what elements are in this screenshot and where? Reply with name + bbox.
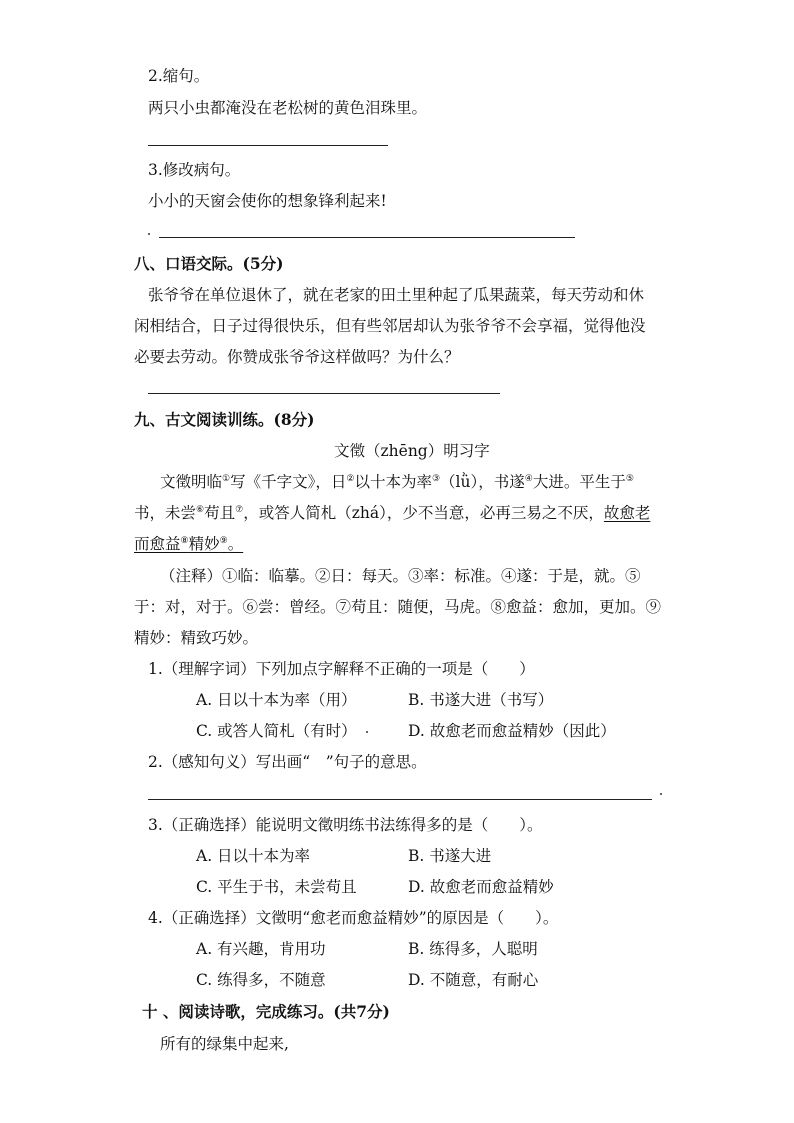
section9-heading: 九、古文阅读训练。(8分)	[134, 410, 315, 429]
sec9-q4-option-b[interactable]: B. 练得多，人聪明	[408, 940, 538, 958]
stray-dot	[366, 731, 368, 733]
section8-para-line2: 闲相结合，日子过得很快乐，但有些邻居却认为张爷爷不会享福，觉得他没	[134, 317, 646, 335]
answer-line-section8[interactable]	[148, 393, 500, 394]
passage-title: 文徵（zhēng）明习字	[334, 442, 490, 460]
stray-dot	[660, 793, 662, 795]
answer-line-q2[interactable]	[148, 145, 388, 146]
sec9-q4-option-a[interactable]: A. 有兴趣，肯用功	[196, 940, 326, 958]
sec9-q1: 1.（理解字词）下列加点字解释不正确的一项是（ ）	[148, 660, 535, 678]
section8-para-line3: 必要去劳动。你赞成张爷爷这样做吗？为什么？	[134, 348, 460, 366]
sec9-q3: 3.（正确选择）能说明文徵明练书法练得多的是（ ）。	[148, 816, 543, 834]
q3-title: 3.修改病句。	[148, 161, 241, 179]
sec9-q4-option-d[interactable]: D. 不随意，有耐心	[408, 971, 539, 989]
sec9-q1-option-c[interactable]: C. 或答人简札（有时）	[196, 722, 357, 740]
notes-line1: （注释）①临：临摹。②日：每天。③率：标准。④遂：于是，就。⑤	[160, 567, 641, 585]
passage-line1: 文徵明临①写《千字文》，日②以十本为率③（lǜ），书遂④大进。平生于⑤	[160, 473, 634, 491]
q2-title: 2.缩句。	[148, 67, 210, 85]
sec9-q4-option-c[interactable]: C. 练得多，不随意	[196, 971, 326, 989]
section10-heading: 十 、阅读诗歌，完成练习。(共7分)	[142, 1002, 390, 1021]
answer-line-q3[interactable]	[159, 237, 575, 238]
stray-dot	[148, 233, 150, 235]
passage-line2: 书，未尝⑥苟且⑦，或答人简札（zhá），少不当意，必再三易之不厌，故愈老	[134, 504, 651, 522]
sec9-q3-option-c[interactable]: C. 平生于书，未尝苟且	[196, 878, 357, 896]
answer-line-sec9-q2[interactable]	[148, 799, 652, 800]
underlined-sentence-start: 故愈老	[603, 504, 651, 522]
poem-line1: 所有的绿集中起来,	[160, 1035, 289, 1053]
sec9-q1-option-b[interactable]: B. 书遂大进（书写）	[408, 691, 554, 709]
sec9-q3-option-a[interactable]: A. 日以十本为率	[196, 847, 311, 865]
passage-line3	[134, 534, 243, 554]
notes-line3: 精妙：精致巧妙。	[134, 629, 259, 647]
section8-heading: 八、口语交际。(5分)	[134, 254, 284, 273]
underlined-sentence-end: 而愈益⑧精妙⑨。	[134, 535, 244, 553]
notes-line2: 于：对，对于。⑥尝：曾经。⑦苟且：随便，马虎。⑧愈益：愈加，更加。⑨	[134, 598, 662, 616]
sec9-q1-option-d[interactable]: D. 故愈老而愈益精妙（因此）	[408, 722, 616, 740]
sec9-q3-option-d[interactable]: D. 故愈老而愈益精妙	[408, 878, 554, 896]
sec9-q1-option-a[interactable]: A. 日以十本为率（用）	[196, 691, 357, 709]
sec9-q4: 4.（正确选择）文徵明“愈老而愈益精妙”的原因是（ ）。	[148, 909, 559, 927]
sec9-q2: 2.（感知句义）写出画“ ”句子的意思。	[148, 753, 427, 771]
sec9-q3-option-b[interactable]: B. 书遂大进	[408, 847, 492, 865]
q3-sentence: 小小的天窗会使你的想象锋利起来!	[148, 192, 387, 210]
q2-sentence: 两只小虫都淹没在老松树的黄色泪珠里。	[148, 99, 428, 117]
section8-para-line1: 张爷爷在单位退休了，就在老家的田土里种起了瓜果蔬菜，每天劳动和休	[148, 286, 645, 304]
